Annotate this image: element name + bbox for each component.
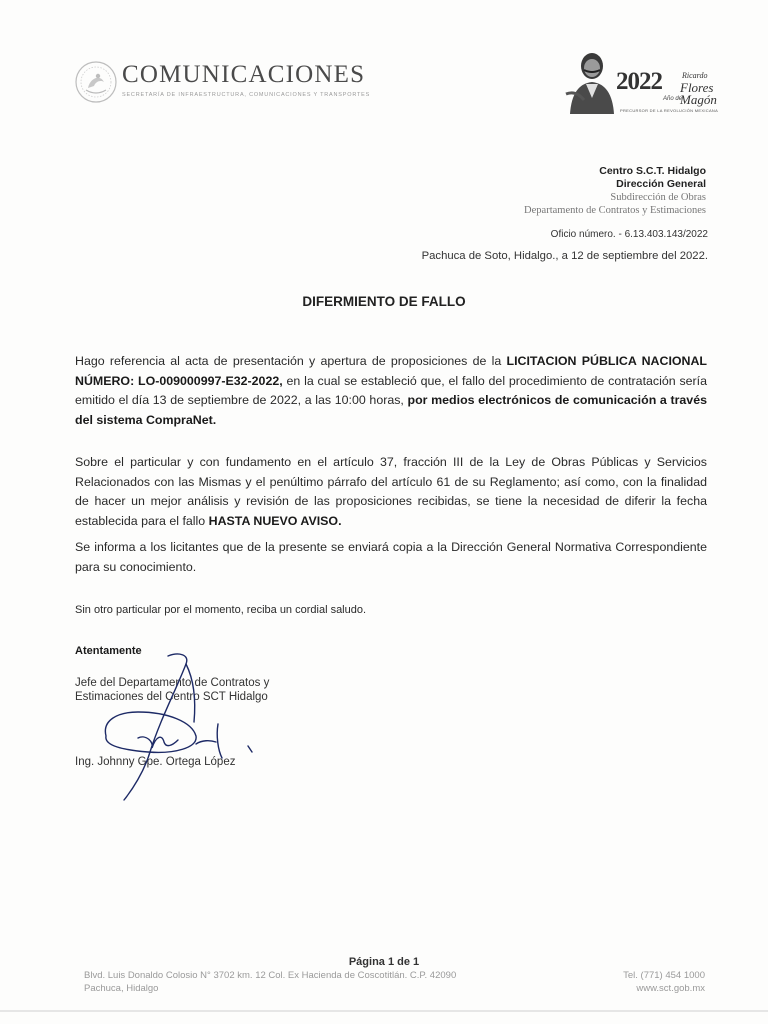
- brand-subtitle: SECRETARÍA DE INFRAESTRUCTURA, COMUNICACIONES Y TRANSPORTES: [122, 92, 371, 98]
- year-name-main: Flores: [680, 80, 714, 95]
- year-name-last: Magón: [680, 92, 717, 107]
- p1-text-c: en la cual se estableció que, el fallo del procedimiento de contratación sería emitido el día 13 de septiembre de 2022, a las 10:00 horas,: [75, 373, 707, 407]
- closing-text: Atentamente: [75, 645, 142, 657]
- p2-bold-b: HASTA NUEVO AVISO.: [208, 513, 342, 528]
- year-anio: Año de: [663, 96, 683, 102]
- address-block: [524, 165, 706, 217]
- direction-name: Dirección General: [616, 178, 706, 190]
- oficio-number: Oficio número. - 6.13.403.143/2022: [550, 229, 708, 240]
- document-title: DIFERMIENTO DE FALLO: [302, 294, 466, 309]
- paragraph-2: [75, 453, 707, 531]
- footer-address-line1: Blvd. Luis Donaldo Colosio N° 3702 km. 12 Col. Ex Hacienda de Coscotitlán. C.P. 42090: [84, 970, 457, 981]
- national-seal-icon: [74, 60, 118, 104]
- year-caption: PRECURSOR DE LA REVOLUCIÓN MEXICANA: [620, 108, 719, 113]
- department-name: Departamento de Contratos y Estimaciones: [524, 205, 706, 216]
- signer-role-line1: Jefe del Departamento de Contratos y: [75, 677, 270, 689]
- subdirection-name: Subdirección de Obras: [610, 192, 706, 203]
- signer-role-line2: Estimaciones del Centro SCT Hidalgo: [75, 691, 268, 703]
- page-number: Página 1 de 1: [348, 956, 420, 968]
- brand-block: [122, 62, 370, 98]
- footer-address: [84, 969, 456, 995]
- center-name: Centro S.C.T. Hidalgo: [599, 165, 706, 177]
- paragraph-3: Se informa a los licitantes que de la presente se enviará copia a la Dirección General Normativa Correspondiente para su conocimiento.: [75, 540, 707, 574]
- year-logo: [562, 44, 719, 120]
- handwritten-signature: [98, 650, 270, 805]
- footer-divider: [0, 1010, 768, 1012]
- signer-name: Ing. Johnny Gpe. Ortega López: [75, 756, 236, 768]
- p2-text-a: Sobre el particular y con fundamento en el artículo 37, fracción III de la Ley de Obras Públicas y Servicios Relacionados con las Mismas y el penúltimo párrafo del artículo 61 de su Reglamento; así como, con la finalidad de hacer un mejor análisis y revisión de las proposiciones recibidas, se tiene la necesidad de diferir la fecha establecida para el fallo: [75, 455, 707, 528]
- portrait-icon: [562, 44, 618, 116]
- year-number: 2022: [616, 68, 662, 95]
- year-name: [680, 70, 717, 106]
- year-name-top: Ricardo: [682, 71, 708, 80]
- footer-address-line2: Pachuca, Hidalgo: [84, 983, 159, 994]
- paragraph-4: Sin otro particular por el momento, reciba un cordial saludo.: [75, 604, 367, 616]
- paragraph-1: [75, 352, 707, 430]
- footer-contact: [623, 969, 705, 995]
- p1-bold-d: por medios electrónicos de comunicación a través del sistema CompraNet.: [75, 393, 707, 427]
- footer-phone: Tel. (771) 454 1000: [623, 970, 705, 981]
- p1-bold-b: LICITACION PÚBLICA NACIONAL NÚMERO: LO-009000997-E32-2022,: [75, 354, 708, 388]
- footer-website[interactable]: www.sct.gob.mx: [636, 983, 705, 994]
- brand-title: COMUNICACIONES: [122, 61, 366, 88]
- date-city: Pachuca de Soto, Hidalgo., a 12 de septiembre del 2022.: [421, 250, 708, 262]
- p1-text-a: Hago referencia al acta de presentación y apertura de proposiciones de la: [75, 354, 507, 368]
